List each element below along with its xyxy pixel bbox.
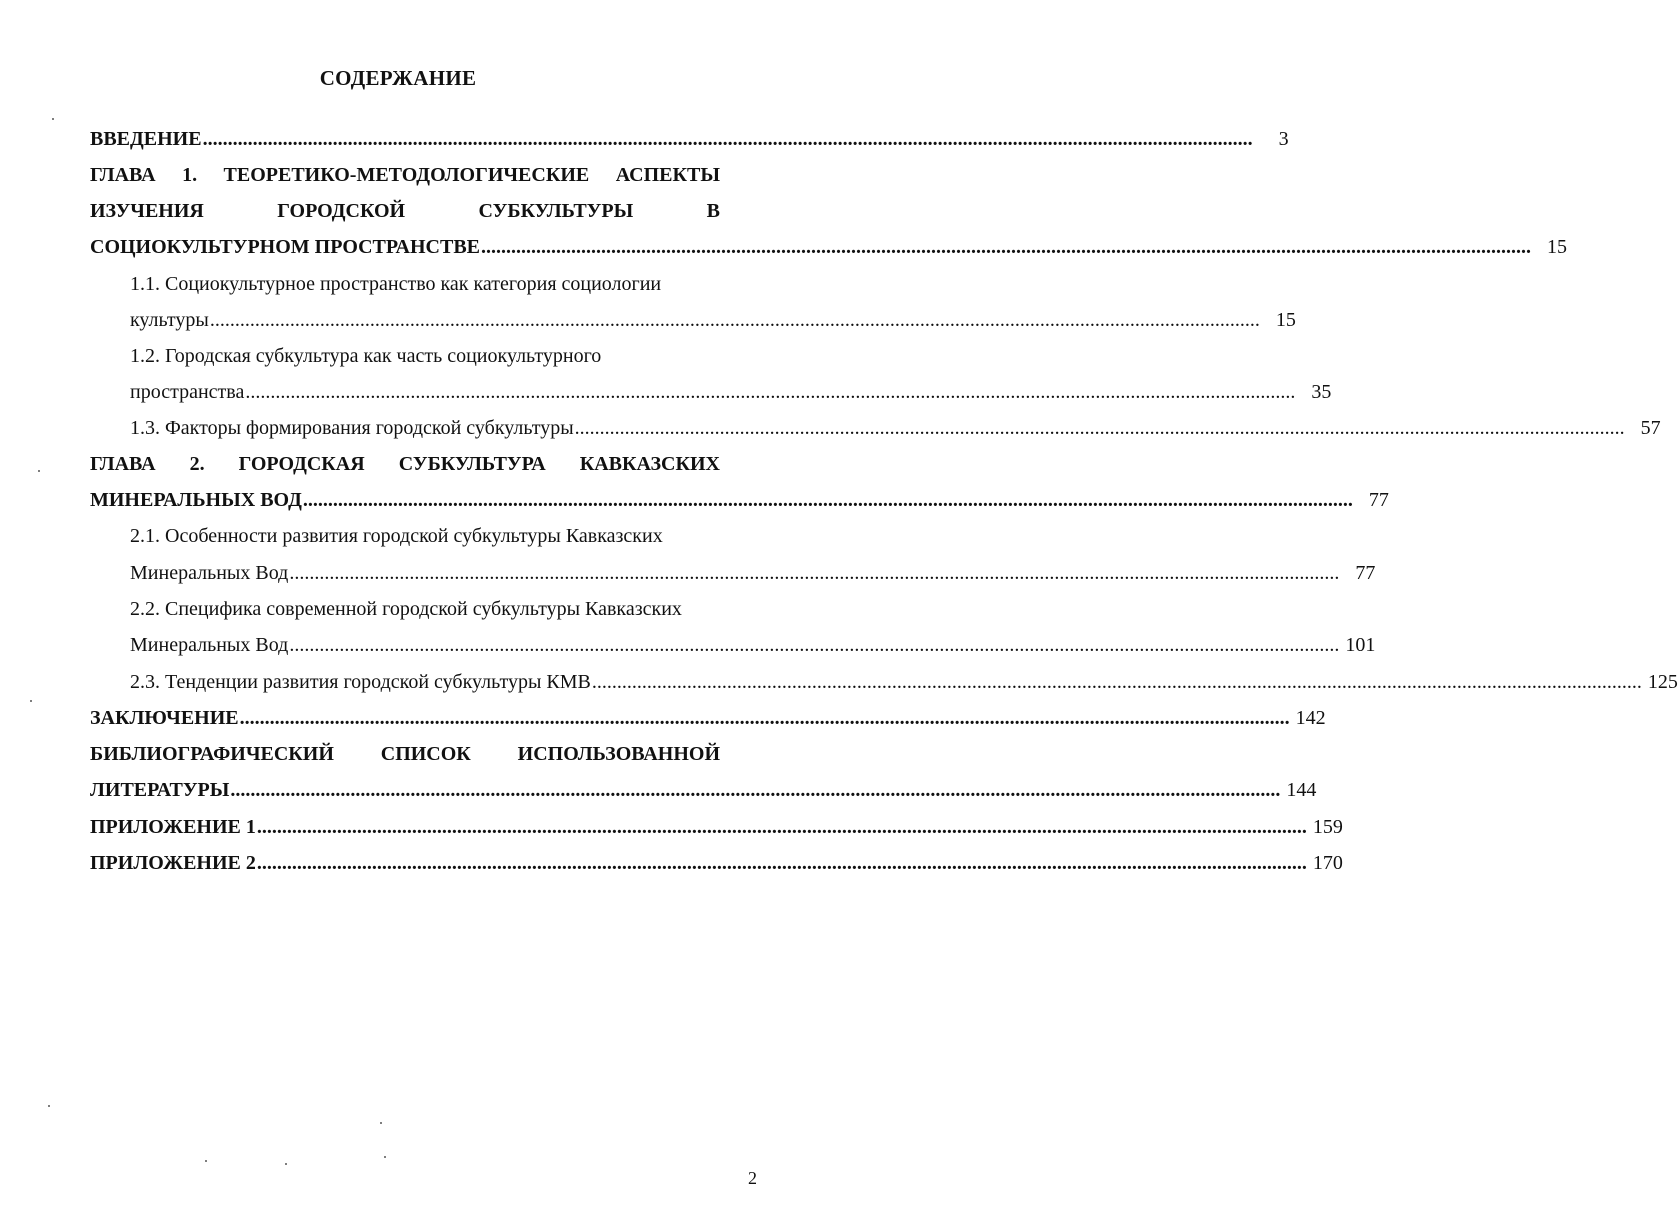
scan-speck — [384, 1156, 386, 1158]
toc-entry-page: 170 — [1312, 852, 1343, 874]
page-title: СОДЕРЖАНИЕ — [319, 66, 477, 90]
toc-chapter-1-line-1[interactable] — [90, 161, 720, 189]
toc-entry-title: культуры — [130, 309, 209, 331]
toc-chapter-1-line-3[interactable] — [90, 233, 1568, 261]
dot-leader: .................................................................................................................................................................................................................. — [481, 236, 1532, 258]
toc-entry-page: 144 — [1286, 779, 1317, 801]
dot-leader: .................................................................................................................................................................................................................. — [574, 417, 1625, 439]
toc-section-2-3[interactable] — [130, 668, 1678, 696]
toc-section-1-1-line-1[interactable] — [130, 270, 730, 298]
toc-entry-page: 142 — [1295, 707, 1326, 729]
scan-speck — [52, 118, 54, 120]
toc-entry-page: 15 — [1275, 309, 1296, 331]
toc-word: БИБЛИОГРАФИЧЕСКИЙ — [90, 743, 334, 765]
dot-leader: .................................................................................................................................................................................................................. — [256, 852, 1307, 874]
dot-leader: .................................................................................................................................................................................................................. — [202, 128, 1253, 150]
toc-bibliography-line-1[interactable] — [90, 740, 720, 768]
toc-word: СУБКУЛЬТУРЫ — [478, 200, 634, 222]
dot-leader: .................................................................................................................................................................................................................. — [256, 816, 1307, 838]
toc-entry-title: СОЦИОКУЛЬТУРНОМ ПРОСТРАНСТВЕ — [90, 236, 481, 258]
toc-entry-title: Минеральных Вод — [130, 562, 289, 584]
toc-entry-page: 101 — [1345, 634, 1376, 656]
dot-leader: .................................................................................................................................................................................................................. — [245, 381, 1296, 403]
toc-entry-title: ЛИТЕРАТУРЫ — [90, 779, 230, 801]
dot-leader: .................................................................................................................................................................................................................. — [289, 562, 1340, 584]
toc-entry-title: пространства — [130, 381, 245, 403]
toc-entry-title: ПРИЛОЖЕНИЕ 1 — [90, 816, 256, 838]
toc-entry-page: 3 — [1278, 128, 1289, 150]
toc-entry-title: ВВЕДЕНИЕ — [90, 128, 202, 150]
toc-entry-title: ЗАКЛЮЧЕНИЕ — [90, 707, 239, 729]
toc-word: 1. — [182, 164, 198, 186]
toc-chapter-2-line-1[interactable] — [90, 450, 720, 478]
toc-entry-title: 2.3. Тенденции развития городской субкультуры КМВ — [130, 671, 591, 693]
scan-speck — [285, 1163, 287, 1165]
toc-word: ИСПОЛЬЗОВАННОЙ — [517, 743, 720, 765]
toc-chapter-2-line-2[interactable] — [90, 486, 1389, 514]
toc-section-2-1-line-2[interactable] — [130, 559, 1376, 587]
dot-leader: .................................................................................................................................................................................................................. — [239, 707, 1290, 729]
toc-word: ГОРОДСКОЙ — [277, 200, 406, 222]
scan-speck — [38, 470, 40, 472]
toc-section-1-2-line-1[interactable] — [130, 342, 730, 370]
toc-word: КАВКАЗСКИХ — [579, 453, 720, 475]
dot-leader: .................................................................................................................................................................................................................. — [209, 309, 1260, 331]
toc-entry-page: 159 — [1312, 816, 1343, 838]
toc-word: 2. — [189, 453, 205, 475]
toc-word: АСПЕКТЫ — [615, 164, 720, 186]
dot-leader: .................................................................................................................................................................................................................. — [289, 634, 1340, 656]
toc-entry-title: 2.2. Специфика современной городской субкультуры Кавказских — [130, 598, 682, 620]
toc-entry-page: 15 — [1547, 236, 1568, 258]
toc-entry-title: Минеральных Вод — [130, 634, 289, 656]
toc-entry-page: 77 — [1355, 562, 1376, 584]
scan-speck — [205, 1160, 207, 1162]
scan-speck — [380, 1122, 382, 1124]
toc-bibliography-line-2[interactable] — [90, 776, 1317, 804]
toc-entry-conclusion[interactable] — [90, 704, 1326, 732]
toc-entry-page: 57 — [1640, 417, 1661, 439]
toc-section-1-3[interactable] — [130, 414, 1661, 442]
dot-leader: .................................................................................................................................................................................................................. — [591, 671, 1642, 693]
toc-entry-title: МИНЕРАЛЬНЫХ ВОД — [90, 489, 302, 511]
toc-section-1-1-line-2[interactable] — [130, 306, 1296, 334]
dot-leader: .................................................................................................................................................................................................................. — [230, 779, 1281, 801]
toc-word: СПИСОК — [380, 743, 471, 765]
page-number: 2 — [748, 1168, 757, 1188]
toc-entry-page: 35 — [1311, 381, 1332, 403]
toc-entry-title: 2.1. Особенности развития городской субкультуры Кавказских — [130, 525, 663, 547]
toc-word: СУБКУЛЬТУРА — [398, 453, 546, 475]
scan-speck — [30, 700, 32, 702]
toc-entry-page: 77 — [1368, 489, 1389, 511]
toc-entry-page: 125 — [1647, 671, 1678, 693]
toc-entry-appendix-1[interactable] — [90, 813, 1343, 841]
toc-section-1-2-line-2[interactable] — [130, 378, 1332, 406]
toc-word: ГОРОДСКАЯ — [238, 453, 365, 475]
toc-word: ТЕОРЕТИКО-МЕТОДОЛОГИЧЕСКИЕ — [223, 164, 590, 186]
toc-word: В — [706, 200, 720, 222]
dot-leader: .................................................................................................................................................................................................................. — [302, 489, 1353, 511]
toc-chapter-1-line-2[interactable] — [90, 197, 720, 225]
toc-section-2-2-line-1[interactable] — [130, 595, 730, 623]
toc-entry-title: ПРИЛОЖЕНИЕ 2 — [90, 852, 256, 874]
toc-section-2-2-line-2[interactable] — [130, 631, 1376, 659]
toc-entry-title: 1.3. Факторы формирования городской субкультуры — [130, 417, 574, 439]
toc-entry-title: 1.1. Социокультурное пространство как категория социологии — [130, 273, 662, 295]
toc-word: ГЛАВА — [90, 164, 156, 186]
toc-entry-introduction[interactable] — [90, 125, 1289, 153]
toc-entry-title: 1.2. Городская субкультура как часть социокультурного — [130, 345, 602, 367]
scan-speck — [48, 1105, 50, 1107]
toc-entry-appendix-2[interactable] — [90, 849, 1343, 877]
toc-word: ГЛАВА — [90, 453, 156, 475]
toc-word: ИЗУЧЕНИЯ — [90, 200, 204, 222]
toc-section-2-1-line-1[interactable] — [130, 522, 730, 550]
